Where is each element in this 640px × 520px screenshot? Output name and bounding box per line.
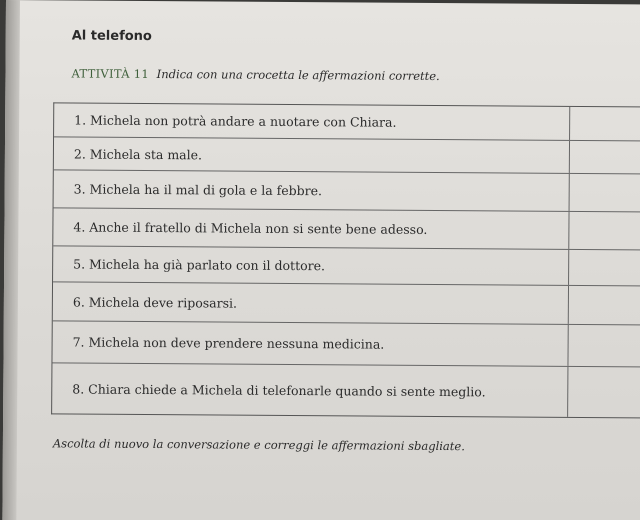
statement-text: 7. Michela non deve prendere nessuna medicina.	[52, 321, 568, 366]
footer-instruction: Ascolta di nuovo la conversazione e correggi le affermazioni sbagliate.	[52, 436, 465, 454]
checkbox-cell[interactable]	[570, 141, 640, 174]
statement-text: 4. Anche il fratello di Michela non si sente bene adesso.	[53, 208, 569, 249]
statement-text: 2. Michela sta male.	[54, 137, 570, 173]
checkbox-cell[interactable]	[569, 212, 640, 250]
table-row	[53, 282, 640, 325]
checkbox-cell[interactable]	[570, 107, 640, 141]
table-row	[52, 321, 640, 367]
section-title: Al telefono	[71, 28, 152, 45]
book-spine-shadow	[2, 0, 20, 520]
checkbox-cell[interactable]	[569, 286, 640, 325]
checkbox-cell[interactable]	[569, 250, 640, 286]
statement-text: 3. Michela ha il mal di gola e la febbre.	[54, 170, 570, 211]
textbook-page	[2, 0, 640, 520]
table-row	[54, 103, 640, 141]
checkbox-cell[interactable]	[568, 367, 640, 418]
activity-header	[71, 66, 439, 83]
statements-table	[51, 102, 640, 418]
statement-text: 1. Michela non potrà andare a nuotare con Chiara.	[54, 103, 570, 140]
statement-text: 6. Michela deve riposarsi.	[53, 282, 569, 324]
table-row	[53, 208, 640, 250]
checkbox-cell[interactable]	[568, 325, 640, 367]
activity-label: ATTIVITÀ 11	[71, 66, 150, 82]
checkbox-cell[interactable]	[570, 174, 640, 212]
table-row	[54, 170, 640, 212]
activity-instruction: Indica con una crocetta le affermazioni corrette.	[156, 67, 440, 84]
table-row	[54, 137, 640, 174]
statement-text: 5. Michela ha già parlato con il dottore.	[53, 246, 569, 285]
table-row	[52, 363, 640, 417]
table-row	[53, 246, 640, 286]
statement-text: 8. Chiara chiede a Michela di telefonarle quando si sente meglio.	[52, 363, 568, 417]
